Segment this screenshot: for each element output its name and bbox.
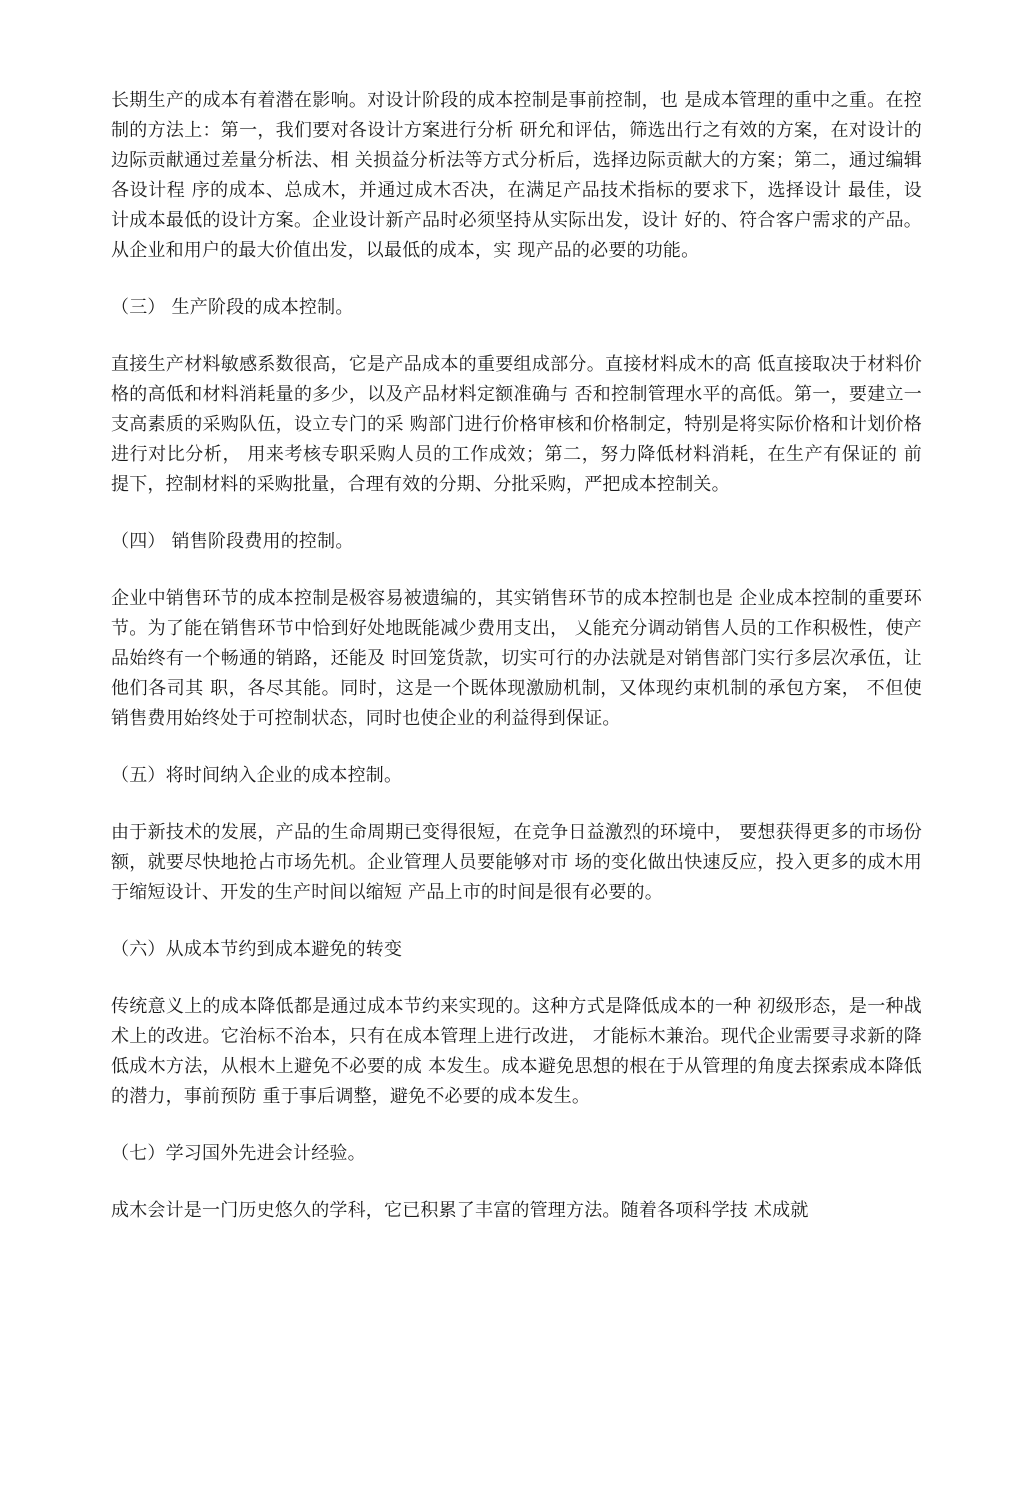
paragraph-cost-avoidance: 传统意义上的成本降低都是通过成本节约来实现的。这种方式是降低成本的一种 初级形态，是一种战术上的改进。它治标不治本，只有在成本管理上进行改进， 才能标木兼治。现代企业需要寻求新的降低成木方法，从根木上避免不必要的成 本发生。成本避免思想的根在于从管理的角度去探索成本降低的潜力，事前预防 重于事后调整，避免不必要的成本发生。 <box>111 996 922 1107</box>
heading-production-stage: （三） 生产阶段的成本控制。 <box>111 297 354 318</box>
paragraph-foreign-experience: 成木会计是一门历史悠久的学科，它已积累了丰富的管理方法。随着各项科学技 术成就 <box>111 1200 809 1221</box>
paragraph-production-stage: 直接生产材料敏感系数很高，它是产品成本的重要组成部分。直接材料成木的高 低直接取决于材料价格的高低和材料消耗量的多少，以及产品材料定额准确与 否和控制管理水平的高低。第一，要建立一支高素质的采购队伍，设立专门的采 购部门进行价格审核和价格制定，特别是将实际价格和计划价格进行对比分析， 用来考核专职采购人员的工作成效；第二，努力降低材料消耗，在生产有保证的 前提下，控制材料的采购批量，合理有效的分期、分批采购，严把成本控制关。 <box>111 354 922 495</box>
paragraph-sales-stage: 企业中销售环节的成本控制是极容易被遗编的，其实销售环节的成本控制也是 企业成本控制的重要环节。为了能在销售环节中恰到好处地既能减少费用支出， 乂能充分调动销售人员的工作积极性，使产品始终有一个畅通的销路，还能及 时回笼货款，切实可行的办法就是对销售部门实行多层次承伍，让他们各司其 职，各尽其能。同时，这是一个既体现激励机制，又体现约束机制的承包方案， 不但使销售费用始终处于可控制状态，同时也使企业的利益得到保证。 <box>111 588 922 729</box>
heading-time-control: （五）将时间纳入企业的成本控制。 <box>111 765 403 786</box>
heading-sales-stage: （四） 销售阶段费用的控制。 <box>111 531 354 552</box>
paragraph-time-control: 由于新技术的发展，产品的生命周期已变得很短，在竞争日益激烈的环境中， 要想获得更多的市场份额，就要尽快地抢占市场先机。企业管理人员要能够对市 场的变化做出快速反应，投入更多的成木用于缩短设计、开发的生产时间以缩短 产品上市的时间是很有必要的。 <box>111 822 922 903</box>
heading-foreign-experience: （七）学习国外先进会计经验。 <box>111 1143 366 1164</box>
paragraph-design-stage: 长期生产的成本有着潜在影响。对设计阶段的成本控制是事前控制，也 是成本管理的重中之重。在控制的方法上：第一，我们要对各设计方案进行分析 研允和评估，筛选出行之有效的方案，在对设计的边际贡献通过差量分析法、相 关损益分析法等方式分析后，选择边际贡献大的方案；第二，通过编辑各设计程 序的成本、总成木，并通过成木否决，在满足产品技术指标的要求下，选择设计 最佳，设计成本最低的设计方案。企业设计新产品时必须坚持从实际出发，设计 好的、符合客户需求的产品。从企业和用户的最大价值出发，以最低的成本，实 现产品的必要的功能。 <box>111 90 922 261</box>
heading-cost-avoidance: （六）从成本节约到成本避免的转变 <box>111 939 403 960</box>
